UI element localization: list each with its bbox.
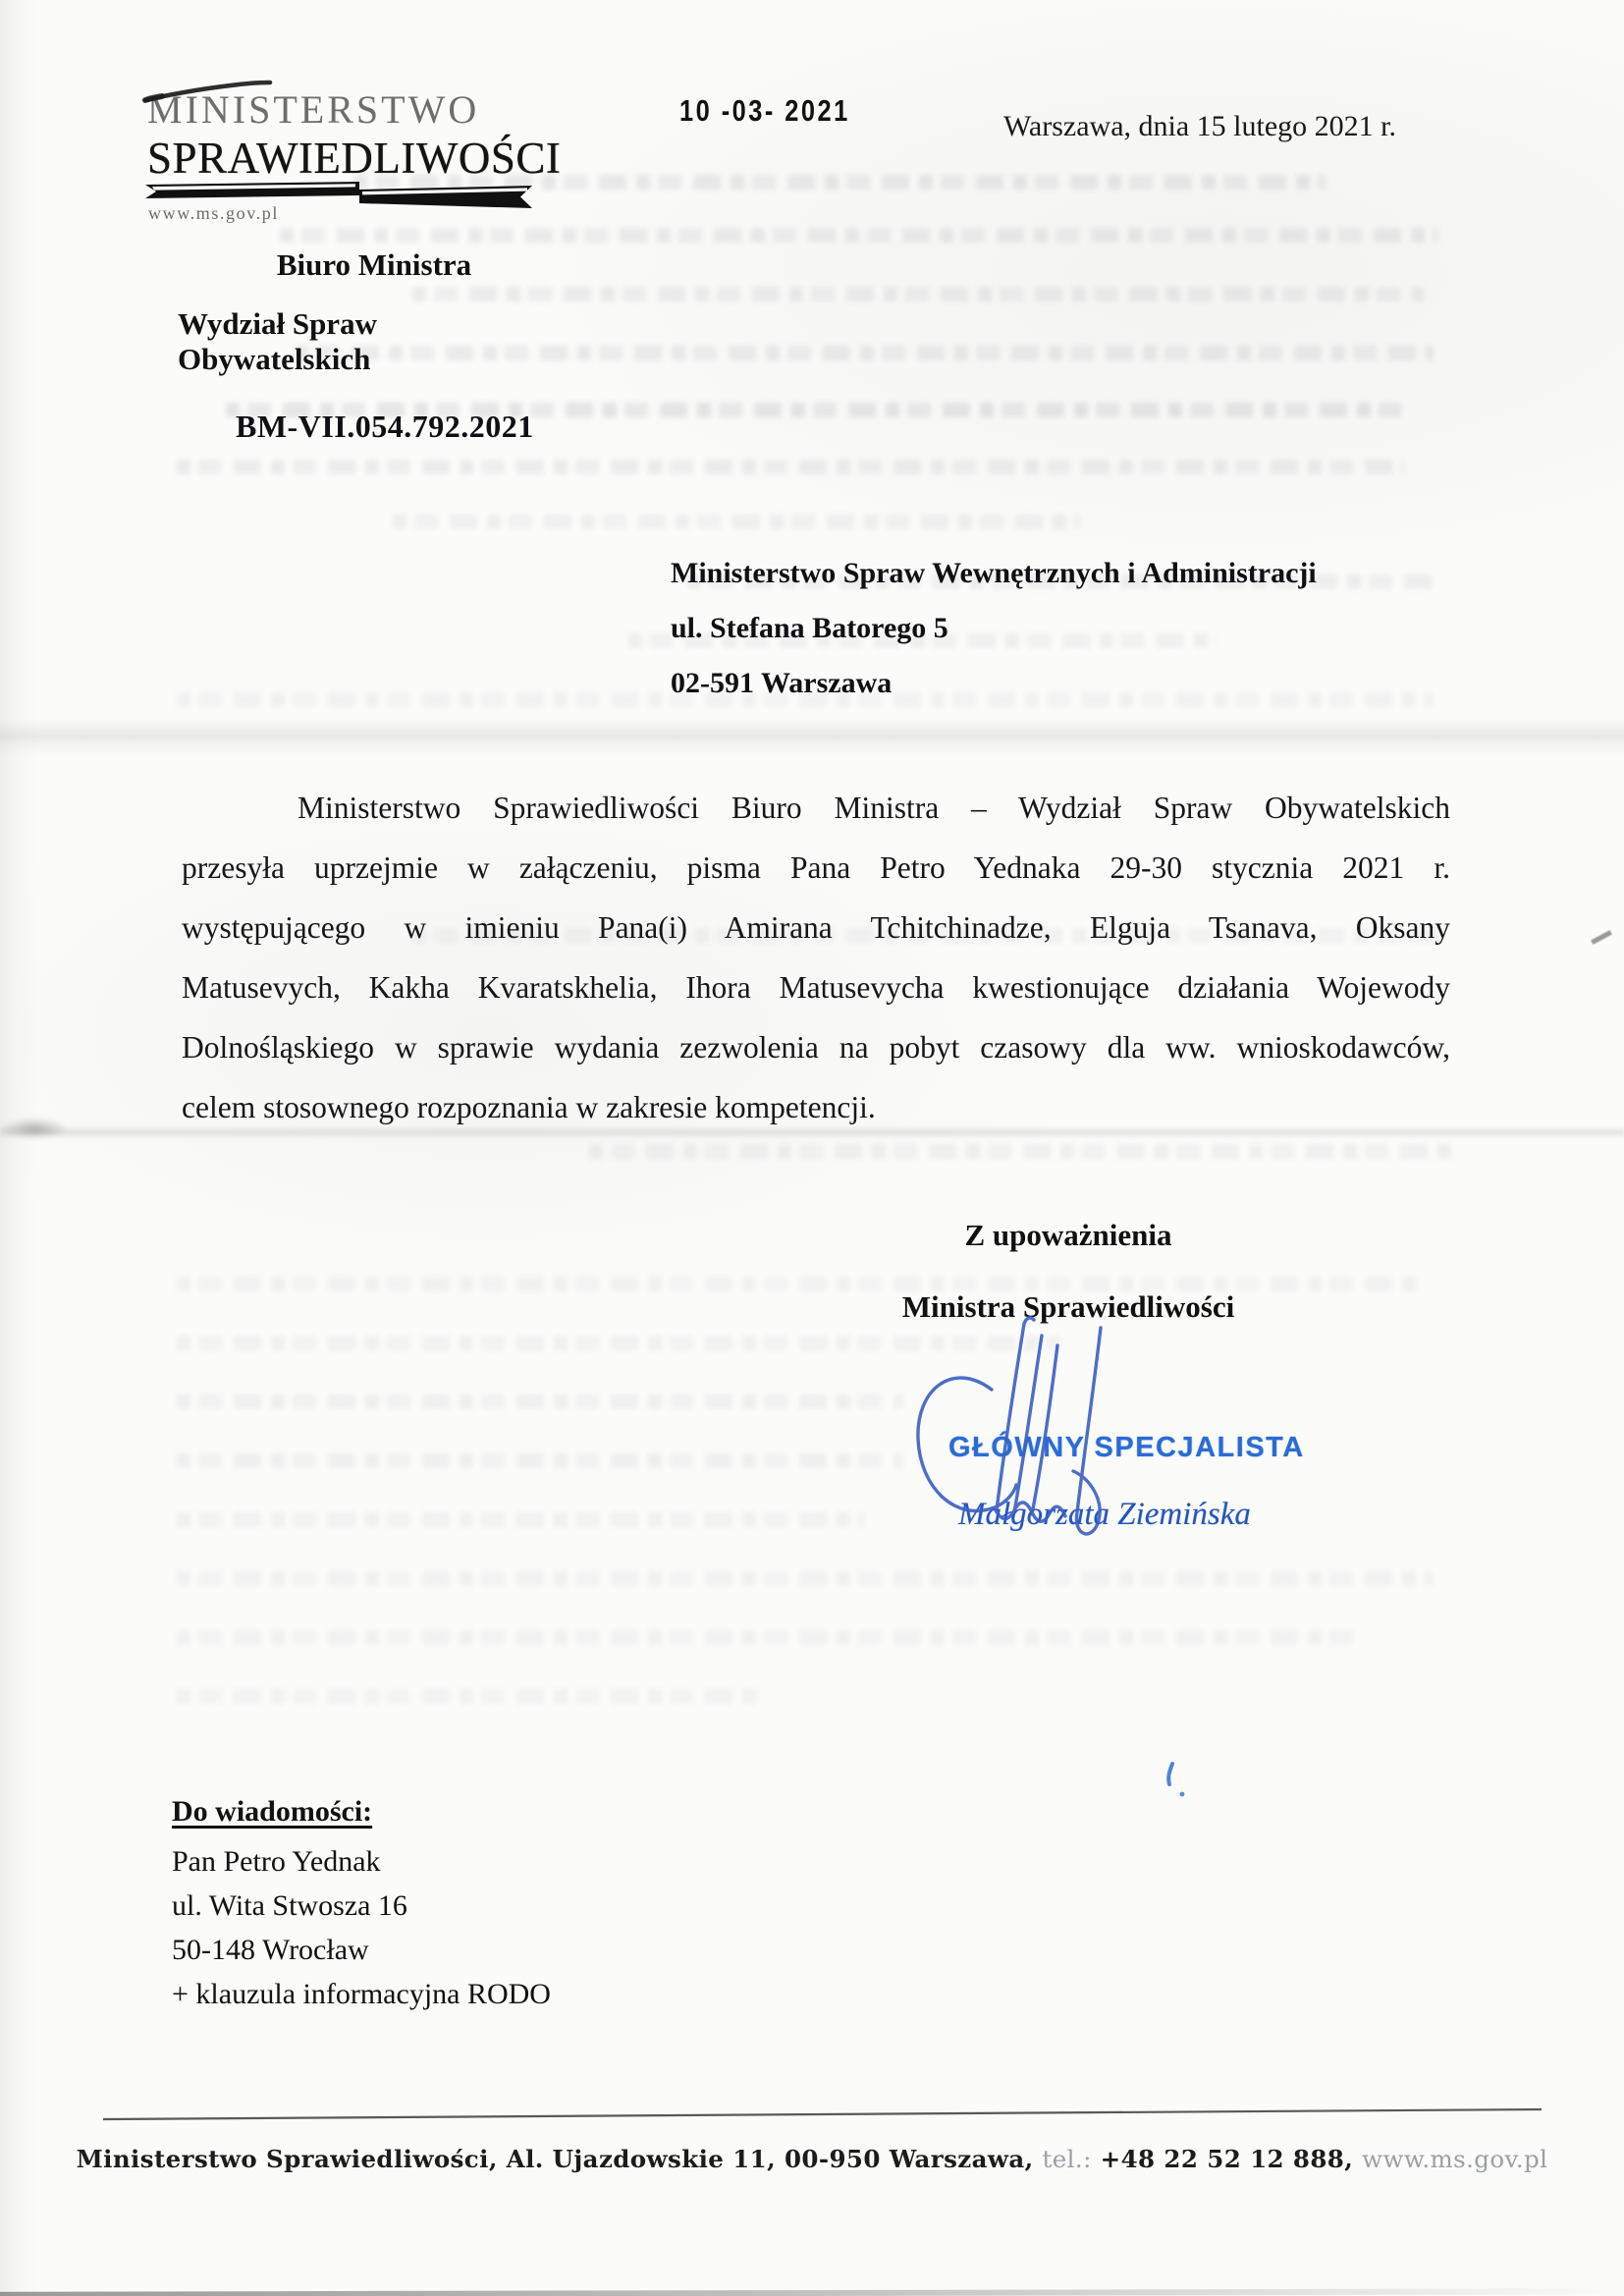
- letterhead-website: www.ms.gov.pl: [148, 203, 279, 223]
- body-line: występującego w imieniu Pana(i) Amirana Tchitchinadze, Elguja Tsanava, Oksany: [182, 910, 1450, 945]
- recipient-block: [671, 546, 1317, 711]
- cc-line: 50-148 Wrocław: [172, 1934, 369, 1966]
- case-number: BM-VII.054.792.2021: [236, 409, 534, 444]
- stamp-title: GŁÓWNY SPECJALISTA: [948, 1432, 1305, 1463]
- ministry-name-line2: SPRAWIEDLIWOŚCI: [147, 134, 562, 183]
- bleed-through-artifact: [177, 1453, 903, 1468]
- bleed-through-artifact: [177, 460, 1404, 474]
- footer-tel-label: tel.:: [1042, 2145, 1092, 2173]
- signer-name: Małgorzata Ziemińska: [958, 1497, 1251, 1532]
- sender-unit-line1: Biuro Ministra: [276, 247, 472, 282]
- cc-line: ul. Wita Stwosza 16: [172, 1889, 407, 1922]
- ministry-name-line1: MINISTERSTWO: [147, 87, 480, 132]
- cc-block: [172, 1789, 551, 2016]
- body-paragraph: [182, 778, 1450, 1137]
- pen-stroke-mark: [142, 79, 275, 106]
- bleed-through-artifact: [177, 1571, 1434, 1586]
- cc-line: + klauzula informacyjna RODO: [172, 1978, 551, 2010]
- body-line: Ministerstwo Sprawiedliwości Biuro Ministra – Wydział Spraw Obywatelskich: [298, 791, 1450, 825]
- paper-fold-band: [0, 719, 1624, 758]
- scan-edge-mark: [1591, 930, 1612, 945]
- body-line: celem stosownego rozpoznania w zakresie kompetencji.: [182, 1090, 876, 1124]
- sender-unit-line2: Wydział Spraw Obywatelskich: [178, 306, 377, 376]
- bleed-through-artifact: [280, 228, 1438, 243]
- bleed-through-artifact: [177, 1512, 864, 1527]
- body-line: Dolnośląskiego w sprawie wydania zezwolenia na pobyt czasowy dla ww. wnioskodawców,: [182, 1030, 1450, 1065]
- bleed-through-artifact: [177, 1630, 1355, 1645]
- recipient-line1: Ministerstwo Spraw Wewnętrznych i Administracji: [671, 557, 1317, 589]
- pen-mark-small: [1159, 1758, 1192, 1801]
- recipient-line3: 02-591 Warszawa: [671, 667, 893, 699]
- page-bottom-edge-shadow: [0, 2288, 1624, 2296]
- paper-crease-spot: [0, 1118, 69, 1139]
- sender-unit: [178, 247, 570, 377]
- authorization-line1: Z upoważnienia: [964, 1218, 1172, 1252]
- footer-tel-number: +48 22 52 12 888,: [1100, 2145, 1354, 2173]
- received-date-stamp: 10 -03- 2021: [679, 93, 850, 128]
- cc-heading: Do wiadomości:: [172, 1795, 373, 1828]
- recipient-line2: ul. Stefana Batorego 5: [671, 612, 948, 644]
- bleed-through-artifact: [393, 515, 1080, 529]
- bleed-through-artifact: [589, 1144, 1453, 1159]
- bleed-through-artifact: [177, 1689, 766, 1704]
- footer-address: Ministerstwo Sprawiedliwości, Al. Ujazdowskie 11, 00-950 Warszawa,: [76, 2145, 1034, 2173]
- authorization-block: [838, 1218, 1299, 1325]
- handwritten-signature: [908, 1316, 1173, 1557]
- body-line: przesyła uprzejmie w załączeniu, pisma Pana Petro Yednaka 29-30 stycznia 2021 r.: [182, 850, 1450, 885]
- footer-website: www.ms.gov.pl: [1362, 2145, 1548, 2173]
- footer: [0, 2145, 1624, 2173]
- bleed-through-artifact: [177, 1394, 903, 1409]
- authorization-line2: Ministra Sprawiedliwości: [901, 1289, 1235, 1324]
- cc-line: Pan Petro Yednak: [172, 1845, 381, 1878]
- footer-rule: [103, 2105, 1543, 2123]
- body-line: Matusevych, Kakha Kvaratskhelia, Ihora Matusevycha kwestionujące działania Wojewody: [182, 970, 1450, 1005]
- place-date-line: Warszawa, dnia 15 lutego 2021 r.: [1003, 110, 1396, 142]
